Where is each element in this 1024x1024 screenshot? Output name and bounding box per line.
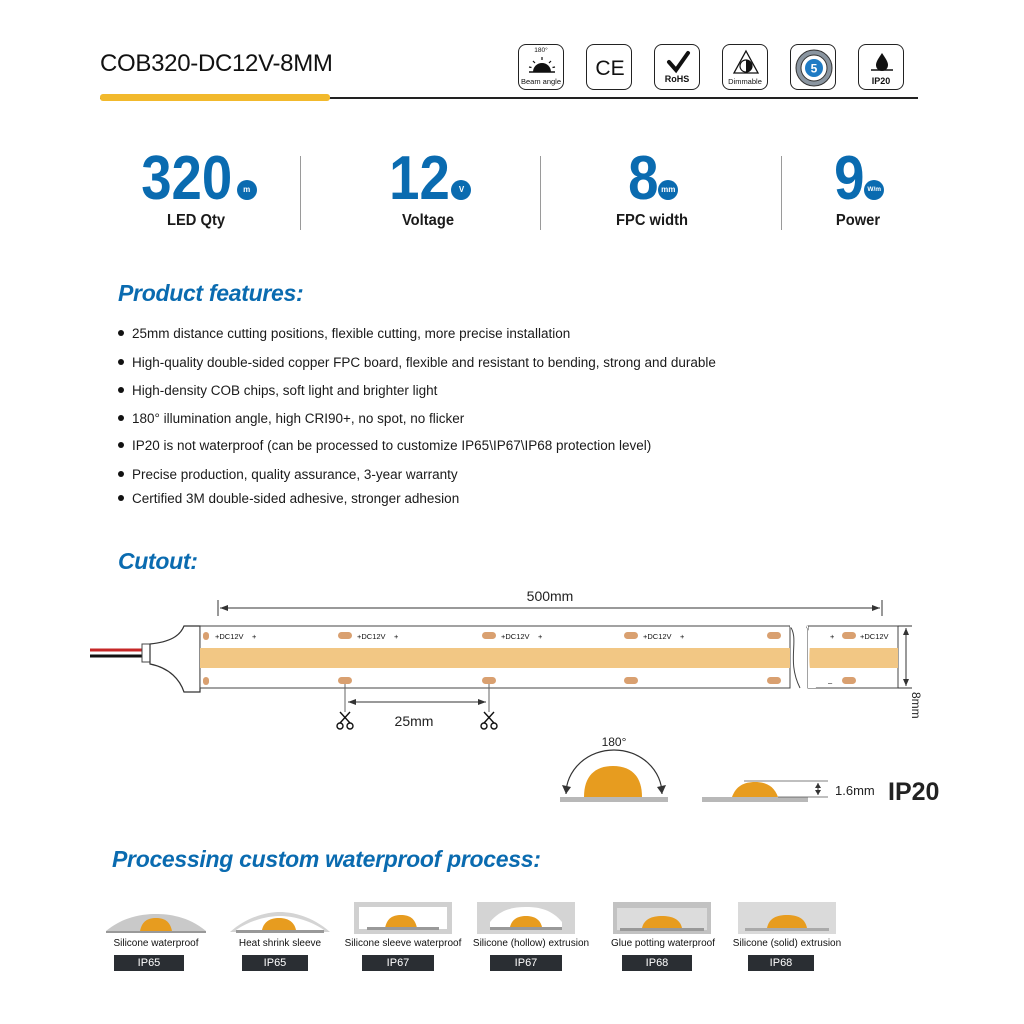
- beam-angle-label: Beam angle: [520, 77, 562, 86]
- ip-badge: IP67: [490, 955, 562, 971]
- ip-badge: IP68: [622, 955, 692, 971]
- process-label: Heat shrink sleeve: [238, 938, 322, 949]
- width-label: 8mm: [909, 692, 923, 719]
- pad-plus: +: [538, 632, 543, 641]
- process-label: Silicone waterproof: [113, 938, 199, 949]
- ip-rating-label: IP20: [871, 76, 891, 86]
- feature-text: Precise production, quality assurance, 3-year warranty: [132, 467, 458, 482]
- feature-item: [118, 355, 716, 370]
- process-label: Silicone sleeve waterproof: [344, 938, 462, 949]
- spec-divider: [300, 156, 301, 230]
- height-label: 1.6mm: [835, 783, 875, 798]
- spec-voltage: [328, 144, 528, 230]
- beam-angle-text: 180°: [601, 735, 627, 749]
- spec-value: 12: [388, 144, 450, 213]
- pad-plus: +: [394, 632, 399, 641]
- glue-potting-image: [612, 900, 712, 936]
- spec-label: LED Qty: [166, 212, 226, 229]
- waterproof-heading: Processing custom waterproof process:: [112, 846, 541, 872]
- pad-plus: +: [252, 632, 257, 641]
- warranty-years: 5: [810, 61, 818, 76]
- spec-label: Power: [835, 212, 881, 229]
- spec-unit-badge: m: [237, 180, 257, 200]
- feature-item: [118, 326, 570, 341]
- scissors-icon: [337, 712, 353, 729]
- feature-text: 25mm distance cutting positions, flexible cutting, more precise installation: [132, 326, 571, 341]
- spec-divider: [540, 156, 541, 230]
- bullet-icon: [118, 495, 124, 501]
- pad-label: +DC12V: [357, 632, 386, 641]
- spec-fpc-width: [552, 144, 752, 230]
- feature-text: IP20 is not waterproof (can be processed to customize IP65\IP67\IP68 protection level): [132, 438, 652, 453]
- spec-unit-badge: mm: [658, 180, 678, 200]
- ip-badge: IP67: [362, 955, 434, 971]
- length-label: 500mm: [526, 588, 574, 604]
- bullet-icon: [118, 442, 124, 448]
- pad-label: +DC12V: [501, 632, 530, 641]
- process-label: Glue potting waterproof: [611, 938, 715, 949]
- ce-mark-text: CE: [595, 57, 625, 80]
- pad-label: +DC12V: [215, 632, 244, 641]
- cut-distance-label: 25mm: [394, 713, 434, 729]
- process-label: Silicone (hollow) extrusion: [472, 938, 590, 949]
- dimmable-label: Dimmable: [728, 77, 762, 86]
- silicone-solid-extrusion-image: [737, 900, 837, 936]
- spec-led-qty: [96, 144, 296, 230]
- spec-unit-badge: W/m: [864, 180, 884, 200]
- cutout-heading: Cutout:: [118, 548, 198, 574]
- pad-label: +DC12V: [643, 632, 672, 641]
- ip-badge: IP65: [242, 955, 308, 971]
- header-accent-bar: [100, 94, 330, 101]
- feature-text: 180° illumination angle, high CRI90+, no spot, no flicker: [132, 411, 465, 426]
- dimmable-icon: [722, 44, 768, 90]
- silicone-sleeve-image: [353, 900, 453, 936]
- feature-item: [118, 438, 651, 453]
- feature-item: [118, 383, 437, 398]
- ip20-icon: [858, 44, 904, 90]
- ip-badge: IP68: [748, 955, 814, 971]
- spec-power: [758, 144, 958, 230]
- pad-plus: +: [680, 632, 685, 641]
- bullet-icon: [118, 330, 124, 336]
- pad-label: +DC12V: [860, 632, 889, 641]
- bullet-icon: [118, 359, 124, 365]
- bullet-icon: [118, 415, 124, 421]
- silicone-waterproof-image: [104, 900, 208, 936]
- feature-item: [118, 491, 459, 506]
- beam-angle-icon: [518, 44, 564, 90]
- heat-shrink-sleeve-image: [228, 900, 332, 936]
- cutout-diagram: [0, 580, 1024, 820]
- beam-angle-value: 180°: [534, 47, 548, 54]
- feature-item: [118, 411, 464, 426]
- bullet-icon: [118, 471, 124, 477]
- ce-icon: [586, 44, 632, 90]
- pad-plus: +: [830, 632, 835, 641]
- spec-unit-badge: V: [451, 180, 471, 200]
- feature-text: High-quality double-sided copper FPC board, flexible and resistant to bending, strong and durable: [132, 355, 716, 370]
- feature-text: High-density COB chips, soft light and brighter light: [132, 383, 438, 398]
- spec-label: FPC width: [616, 212, 688, 229]
- feature-text: Certified 3M double-sided adhesive, stronger adhesion: [132, 491, 460, 506]
- spec-value: 8: [627, 144, 659, 213]
- rohs-icon: [654, 44, 700, 90]
- warranty-icon: [790, 44, 836, 90]
- feature-item: [118, 467, 458, 482]
- rohs-label: RoHS: [664, 74, 690, 84]
- ip-badge: IP65: [114, 955, 184, 971]
- spec-label: Voltage: [401, 212, 455, 229]
- features-heading: Product features:: [118, 280, 304, 306]
- spec-value: 320: [141, 144, 233, 213]
- process-label: Silicone (solid) extrusion: [732, 938, 842, 949]
- spec-value: 9: [833, 144, 865, 213]
- silicone-hollow-extrusion-image: [476, 900, 576, 936]
- ip-rating-label: IP20: [888, 778, 940, 806]
- product-title: COB320-DC12V-8MM: [100, 50, 333, 77]
- bullet-icon: [118, 387, 124, 393]
- scissors-icon: [481, 712, 497, 729]
- pad-minus: –: [828, 678, 833, 687]
